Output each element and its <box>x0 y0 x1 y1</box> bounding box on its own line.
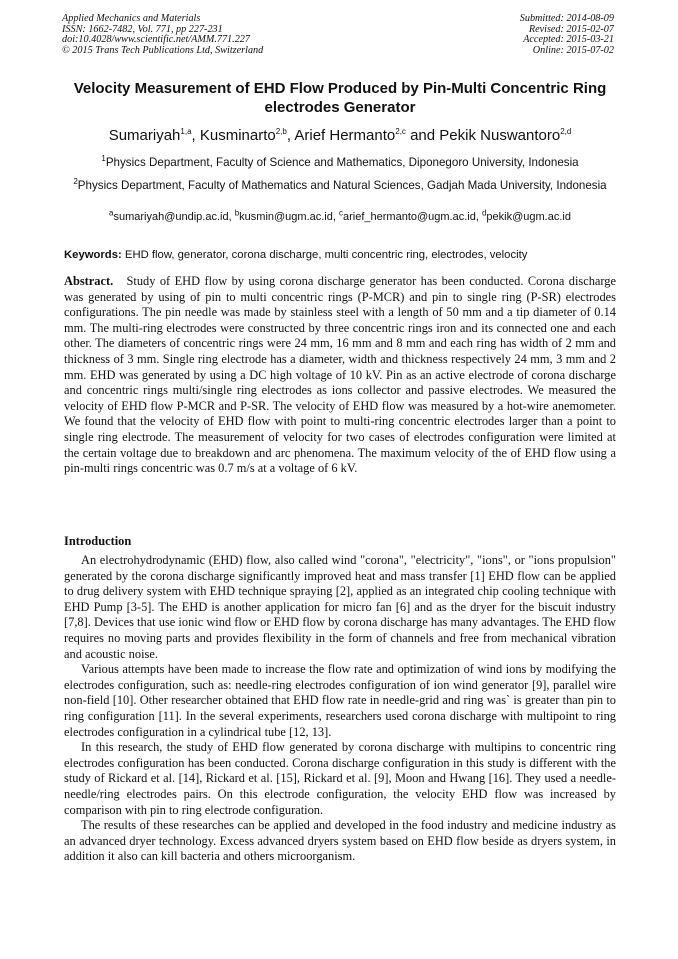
author-sup: 1,a <box>180 127 192 136</box>
keywords-text: EHD flow, generator, corona discharge, multi concentric ring, electrodes, velocity <box>124 249 528 261</box>
submitted-date: Submitted: 2014-08-09 <box>519 13 614 24</box>
author-sup: 2,c <box>395 127 406 136</box>
intro-paragraph: The results of these researches can be applied and developed in the food industry and medicine industry as an advanced dryer technology. Excess advanced dryers system based on EHD flow beside as dryers system, in addition it also can kill bacteria and others microorganism. <box>64 818 616 864</box>
intro-paragraph: Various attempts have been made to increase the flow rate and optimization of wind ions by modifying the electrodes configuration, such as: needle-ring electrodes configuration of ion wind generator [9], parallel wire non-field [10]. Other researcher obtained that EHD flow rate in needle-grid and ring was` is greater than pin to ring configuration [11]. In the several experiments, researchers used corona discharge with multipoint to ring electrodes configuration in a cylindrical tube [12, 13]. <box>64 662 616 739</box>
intro-paragraph: An electrohydrodynamic (EHD) flow, also called wind "corona", "electricity", "ions", or "ions propulsion" generated by the corona discharge significantly improved heat and mass transfer [1] EHD flow can be applied to drug delivery system with EHD technique spraying [2], applied as an integrated chip cooling technique with EHD Pump [3-5]. The EHD is another application for micro fan [6] and as the dryer for the biscuit industry [7,8]. Devices that use ionic wind flow or EHD flow by corona discharge has many advantages. The EHD flow requires no moving parts and provides flexibility in the form of channels and free from mechanical vibration and acoustic noise. <box>64 553 616 661</box>
online-date: Online: 2015-07-02 <box>532 44 614 56</box>
affiliation-text: Physics Department, Faculty of Mathematics and Natural Sciences, Gadjah Mada University, Indonesia <box>77 179 607 192</box>
author-name: Pekik Nuswantoro <box>439 127 561 144</box>
author-name: Arief Hermanto <box>294 127 396 144</box>
affiliation-sup: 1 <box>101 154 106 164</box>
email-link[interactable]: arief_hermanto@ugm.ac.id <box>343 211 476 223</box>
journal-info <box>62 14 263 56</box>
keywords-label: Keywords: <box>64 249 122 261</box>
author-name: Kusminarto <box>199 127 276 144</box>
introduction-body <box>64 553 616 865</box>
copyright-line: © 2015 Trans Tech Publications Ltd, Switzerland <box>62 44 264 56</box>
abstract-label: Abstract. <box>64 274 114 288</box>
email-sup: a <box>109 208 114 218</box>
email-link[interactable]: pekik@ugm.ac.id <box>486 211 571 223</box>
email-sup: d <box>481 208 487 218</box>
accepted-date: Accepted: 2015-03-21 <box>523 34 614 46</box>
author-emails: $^a$sumariyah@undip.ac.id, $^b$kusmin@ugm.ac.id, $^c$arief_hermanto@ugm.ac.id, $^d$pekik@ugm.ac.id <box>109 208 571 223</box>
journal-name: Applied Mechanics and Materials <box>62 13 201 24</box>
email-sup: b <box>234 208 240 218</box>
affiliation-text: Physics Department, Faculty of Science and Mathematics, Diponegoro University, Indonesia <box>105 156 579 169</box>
keywords <box>64 249 616 261</box>
revised-date: Revised: 2015-02-07 <box>528 23 614 35</box>
affiliation-1 <box>60 155 620 171</box>
abstract <box>64 274 616 477</box>
affiliation-sup: 2 <box>73 177 78 187</box>
affiliation-2 <box>60 178 620 194</box>
email-link[interactable]: kusmin@ugm.ac.id <box>239 211 333 223</box>
author-sup: 2,b <box>275 127 287 136</box>
publication-dates <box>520 14 614 56</box>
email-link[interactable]: sumariyah@undip.ac.id <box>113 211 229 223</box>
paper-title: Velocity Measurement of EHD Flow Produced by Pin-Multi Concentric Ring electrodes Generator <box>73 80 607 116</box>
author-separator: , <box>191 127 200 144</box>
author-sup: 2,d <box>560 127 572 136</box>
section-heading-introduction: Introduction <box>64 534 132 548</box>
email-sup: c <box>339 208 343 218</box>
author-name: Sumariyah <box>108 127 181 144</box>
author-and: and <box>405 127 440 144</box>
doi-line: doi:10.4028/www.scientific.net/AMM.771.227 <box>62 34 250 46</box>
intro-paragraph: In this research, the study of EHD flow generated by corona discharge with multipins to concentric ring electrodes configuration has been conducted. Corona discharge configuration in this study is different with the study of Rickard et al. [14], Rickard et al. [15], Rickard et al. [9], Moon and Hwang [16]. They used a needle-needle/ring electrodes pairs. On this electrode configuration, the velocity EHD flow was increased by comparison with pin to ring electrode configuration. <box>64 740 616 817</box>
author-separator: , <box>286 127 295 144</box>
issn-line: ISSN: 1662-7482, Vol. 771, pp 227-231 <box>62 23 223 35</box>
author-list <box>40 127 640 144</box>
abstract-text: Study of EHD flow by using corona discharge generator has been conducted. Corona discharge was generated by using of pin to multi concentric rings (P-MCR) and pin to single ring (P-SR) electrodes configurations. The pin needle was made by stainless steel with a length of 50 mm and a tip diameter of 0.14 mm. The multi-ring electrodes were constructed by three concentric rings iron and its connected one and each other. The diameters of concentric rings were 24 mm, 16 mm and 8 mm and each ring has width of 2 mm and thickness of 3 mm. Single ring electrode has a diameter, width and thickness respectively 24 mm, 3 mm and 2 mm. EHD was generated by using a DC high voltage of 10 kV. Pin as an active electrode of corona discharge and concentric rings multi/single ring electrodes as ions collector and passive electrodes. We measured the velocity of EHD flow P-MCR and P-SR. The velocity of EHD flow was measured by a hot-wire anemometer. We found that the velocity of EHD flow with point to multi-ring concentric electrodes larger than a point to single ring electrode. The measurement of velocity for two cases of electrodes configuration were limited at the certain voltage due to breakdown and arc phenomena. The maximum velocity of the of EHD flow using a pin-multi rings concentric was 0.7 m/s at a voltage of 6 kV. <box>64 274 616 476</box>
